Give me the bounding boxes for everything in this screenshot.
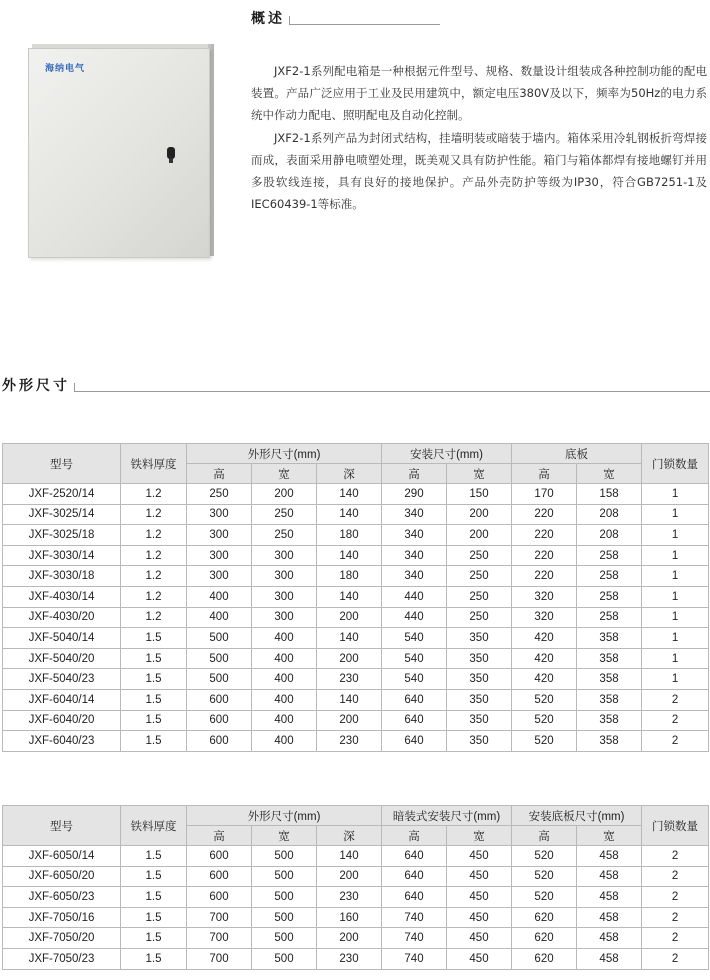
table-cell: 420 — [512, 669, 577, 690]
table-cell: 340 — [382, 525, 447, 546]
table-cell: JXF-6050/23 — [3, 887, 121, 908]
table-cell: 1.5 — [121, 887, 187, 908]
overview-paragraph-2: JXF2-1系列产品为封闭式结构，挂墙明装或暗装于墙内。箱体采用冷轧钢板折弯焊接而成，表面采用静电喷塑处理，既美观又具有防护性能。箱门与箱体都焊有接地螺钉并用多股软线连接，具有良好的接地保护。产品外壳防护等级为IP30，符合GB7251-1及IEC60439-1等标准。 — [251, 131, 707, 211]
table-cell: 520 — [512, 731, 577, 752]
table-cell: 600 — [187, 887, 252, 908]
header-outer-high: 高 — [187, 826, 252, 846]
table-cell: JXF-3025/18 — [3, 525, 121, 546]
table-cell: 1 — [642, 484, 709, 505]
table-cell: 400 — [252, 731, 317, 752]
header-outer-deep: 深 — [317, 826, 382, 846]
table-cell: 140 — [317, 846, 382, 867]
table-cell: 740 — [382, 948, 447, 969]
table-cell: 740 — [382, 928, 447, 949]
table-cell: 358 — [577, 710, 642, 731]
table-row — [3, 928, 709, 949]
table-cell: 500 — [252, 887, 317, 908]
header-model: 型号 — [3, 806, 121, 846]
table-row — [3, 607, 709, 628]
table-cell: 1 — [642, 607, 709, 628]
table-cell: JXF-3030/14 — [3, 545, 121, 566]
table-row — [3, 669, 709, 690]
table-cell: 2 — [642, 866, 709, 887]
table-cell: 220 — [512, 545, 577, 566]
table-cell: 350 — [447, 731, 512, 752]
table-cell: 300 — [252, 607, 317, 628]
table-cell: 230 — [317, 731, 382, 752]
table-cell: 640 — [382, 710, 447, 731]
table-cell: JXF-4030/20 — [3, 607, 121, 628]
table-cell: 140 — [317, 545, 382, 566]
table-cell: JXF-4030/14 — [3, 586, 121, 607]
table-row — [3, 710, 709, 731]
table-cell: 700 — [187, 928, 252, 949]
table-cell: 500 — [187, 669, 252, 690]
table-cell: 230 — [317, 948, 382, 969]
table-cell: JXF-2520/14 — [3, 484, 121, 505]
table-cell: 200 — [317, 710, 382, 731]
table-cell: 2 — [642, 907, 709, 928]
table-cell: 140 — [317, 484, 382, 505]
header-base-high: 高 — [512, 464, 577, 484]
table-cell: 350 — [447, 710, 512, 731]
table-cell: JXF-5040/23 — [3, 669, 121, 690]
table-cell: 300 — [187, 545, 252, 566]
dimensions-header — [2, 377, 710, 395]
header-install-wide: 宽 — [447, 826, 512, 846]
table-cell: 458 — [577, 846, 642, 867]
table-cell: 250 — [252, 525, 317, 546]
table-cell: 1 — [642, 525, 709, 546]
table-cell: 2 — [642, 887, 709, 908]
header-install-size: 安装尺寸(mm) — [382, 444, 512, 464]
header-install-high: 高 — [382, 826, 447, 846]
table-cell: 340 — [382, 504, 447, 525]
table-cell: 450 — [447, 948, 512, 969]
table-cell: 1 — [642, 545, 709, 566]
table-cell: 300 — [187, 504, 252, 525]
table-cell: 250 — [447, 607, 512, 628]
table-row — [3, 866, 709, 887]
table-cell: 540 — [382, 648, 447, 669]
table-cell: 208 — [577, 504, 642, 525]
table-cell: 600 — [187, 710, 252, 731]
overview-title-rule — [289, 16, 440, 25]
table-cell: 1.5 — [121, 907, 187, 928]
table-cell: 1 — [642, 566, 709, 587]
table-cell: 2 — [642, 689, 709, 710]
table-cell: 250 — [447, 566, 512, 587]
table-cell: 140 — [317, 689, 382, 710]
table-row — [3, 566, 709, 587]
table-cell: 500 — [187, 628, 252, 649]
table-cell: 700 — [187, 907, 252, 928]
table-cell: 258 — [577, 545, 642, 566]
table-cell: 2 — [642, 928, 709, 949]
table-cell: JXF-7050/16 — [3, 907, 121, 928]
table-cell: 600 — [187, 866, 252, 887]
table-cell: 300 — [187, 525, 252, 546]
overview-text — [251, 60, 707, 216]
table-cell: 2 — [642, 710, 709, 731]
table-cell: 1.5 — [121, 689, 187, 710]
table-cell: 1.5 — [121, 948, 187, 969]
table-cell: JXF-5040/20 — [3, 648, 121, 669]
table-cell: 620 — [512, 948, 577, 969]
table-cell: 520 — [512, 689, 577, 710]
table-cell: 458 — [577, 928, 642, 949]
table-cell: 458 — [577, 866, 642, 887]
table-cell: 2 — [642, 846, 709, 867]
table-cell: 500 — [252, 846, 317, 867]
table-cell: 250 — [447, 545, 512, 566]
table-cell: 350 — [447, 648, 512, 669]
table-cell: 500 — [252, 907, 317, 928]
table-cell: 440 — [382, 607, 447, 628]
table-cell: 300 — [252, 545, 317, 566]
table-cell: 1.5 — [121, 846, 187, 867]
table-cell: 1 — [642, 628, 709, 649]
table-cell: 520 — [512, 887, 577, 908]
table-cell: 320 — [512, 586, 577, 607]
table-row — [3, 586, 709, 607]
table-cell: JXF-7050/23 — [3, 948, 121, 969]
table-cell: 520 — [512, 866, 577, 887]
header-flush-install-size: 暗装式安装尺寸(mm) — [382, 806, 512, 826]
table-cell: 230 — [317, 887, 382, 908]
table-cell: 200 — [447, 504, 512, 525]
table-row — [3, 545, 709, 566]
table-cell: 1.5 — [121, 928, 187, 949]
header-outer-size: 外形尺寸(mm) — [187, 444, 382, 464]
table-cell: 400 — [252, 669, 317, 690]
table-cell: 200 — [317, 648, 382, 669]
table-cell: 290 — [382, 484, 447, 505]
overview-title: 概述 — [251, 11, 285, 27]
table-cell: 350 — [447, 628, 512, 649]
table-cell: JXF-7050/20 — [3, 928, 121, 949]
cabinet-door — [28, 48, 210, 258]
table-cell: 1 — [642, 648, 709, 669]
lock-icon — [167, 147, 175, 159]
table-cell: 1.5 — [121, 648, 187, 669]
table-cell: JXF-6040/23 — [3, 731, 121, 752]
table-cell: JXF-6050/20 — [3, 866, 121, 887]
table-cell: 1.2 — [121, 566, 187, 587]
table-cell: 420 — [512, 648, 577, 669]
table-cell: 140 — [317, 504, 382, 525]
table-cell: 1 — [642, 669, 709, 690]
table-cell: JXF-6040/14 — [3, 689, 121, 710]
table-cell: 340 — [382, 545, 447, 566]
header-thickness: 铁料厚度 — [121, 806, 187, 846]
overview-header — [251, 10, 440, 28]
table-cell: 1 — [642, 504, 709, 525]
dimensions-title-rule — [74, 383, 710, 392]
table-row — [3, 628, 709, 649]
header-outer-wide: 宽 — [252, 826, 317, 846]
header-lock-count: 门锁数量 — [642, 444, 709, 484]
table-cell: 450 — [447, 887, 512, 908]
table-cell: 140 — [317, 586, 382, 607]
header-lock-count: 门锁数量 — [642, 806, 709, 846]
table-cell: 1.5 — [121, 628, 187, 649]
table-cell: JXF-6050/14 — [3, 846, 121, 867]
header-install-high: 高 — [382, 464, 447, 484]
table-cell: 320 — [512, 607, 577, 628]
header-base-wide: 宽 — [577, 464, 642, 484]
table-cell: 150 — [447, 484, 512, 505]
table-cell: 600 — [187, 731, 252, 752]
table-cell: 250 — [447, 586, 512, 607]
table-cell: 620 — [512, 907, 577, 928]
table-cell: 300 — [252, 566, 317, 587]
table-cell: JXF-5040/14 — [3, 628, 121, 649]
table-cell: JXF-3030/18 — [3, 566, 121, 587]
table-cell: 358 — [577, 731, 642, 752]
table-row — [3, 846, 709, 867]
header-outer-high: 高 — [187, 464, 252, 484]
table-cell: 640 — [382, 887, 447, 908]
table-cell: 258 — [577, 586, 642, 607]
table-cell: 220 — [512, 525, 577, 546]
table-cell: 400 — [252, 648, 317, 669]
header-mounting-plate-size: 安装底板尺寸(mm) — [512, 806, 642, 826]
table-cell: 180 — [317, 525, 382, 546]
table-cell: 2 — [642, 948, 709, 969]
table-row — [3, 484, 709, 505]
table-cell: 1 — [642, 586, 709, 607]
table-cell: 200 — [317, 866, 382, 887]
table-cell: 220 — [512, 504, 577, 525]
table-cell: 350 — [447, 669, 512, 690]
table-cell: 230 — [317, 669, 382, 690]
table-cell: 640 — [382, 866, 447, 887]
table-cell: 300 — [187, 566, 252, 587]
table-row — [3, 887, 709, 908]
table-cell: 300 — [252, 586, 317, 607]
table-cell: 1.2 — [121, 607, 187, 628]
table-cell: 640 — [382, 846, 447, 867]
table-cell: 350 — [447, 689, 512, 710]
table-cell: 1.2 — [121, 484, 187, 505]
table-cell: 1.2 — [121, 545, 187, 566]
table-cell: 170 — [512, 484, 577, 505]
cabinet-brand-label: 海纳电气 — [45, 64, 86, 74]
overview-paragraph-1: JXF2-1系列配电箱是一种根据元件型号、规格、数量设计组装成各种控制功能的配电装置。产品广泛应用于工业及民用建筑中，额定电压380V及以下，频率为50Hz的电力系统中作动力配电、照明配电及自动化控制。 — [251, 64, 707, 122]
spec-table-2-body — [3, 846, 709, 970]
table-cell: 400 — [252, 710, 317, 731]
table-cell: 1.5 — [121, 731, 187, 752]
table-row — [3, 907, 709, 928]
table-cell: 1.2 — [121, 504, 187, 525]
header-base-plate: 底板 — [512, 444, 642, 464]
distribution-box-image — [28, 44, 214, 257]
table-cell: 2 — [642, 731, 709, 752]
table-cell: JXF-3025/14 — [3, 504, 121, 525]
table-cell: 440 — [382, 586, 447, 607]
table-row — [3, 689, 709, 710]
table-cell: 158 — [577, 484, 642, 505]
table-cell: 1.5 — [121, 866, 187, 887]
table-cell: 458 — [577, 948, 642, 969]
dimensions-title: 外形尺寸 — [2, 378, 70, 394]
table-cell: 400 — [187, 607, 252, 628]
table-cell: 250 — [187, 484, 252, 505]
table-cell: 358 — [577, 689, 642, 710]
table-cell: 520 — [512, 846, 577, 867]
header-thickness: 铁料厚度 — [121, 444, 187, 484]
table-cell: 600 — [187, 846, 252, 867]
table-cell: 640 — [382, 731, 447, 752]
table-cell: 220 — [512, 566, 577, 587]
table-cell: 500 — [187, 648, 252, 669]
spec-table-2 — [2, 805, 709, 970]
table-cell: 1.5 — [121, 710, 187, 731]
table-row — [3, 525, 709, 546]
table-cell: 180 — [317, 566, 382, 587]
table-cell: 358 — [577, 669, 642, 690]
header-outer-wide: 宽 — [252, 464, 317, 484]
table-cell: 450 — [447, 866, 512, 887]
table-cell: 258 — [577, 566, 642, 587]
table-cell: 458 — [577, 907, 642, 928]
table-cell: 400 — [252, 628, 317, 649]
table-cell: 160 — [317, 907, 382, 928]
header-install-wide: 宽 — [447, 464, 512, 484]
table-cell: 340 — [382, 566, 447, 587]
table-cell: 200 — [317, 928, 382, 949]
table-cell: 200 — [447, 525, 512, 546]
table-cell: 258 — [577, 607, 642, 628]
table-cell: 358 — [577, 628, 642, 649]
table-cell: 450 — [447, 907, 512, 928]
table-cell: 700 — [187, 948, 252, 969]
table-cell: 420 — [512, 628, 577, 649]
table-cell: 200 — [252, 484, 317, 505]
table-cell: 450 — [447, 846, 512, 867]
table-cell: 500 — [252, 948, 317, 969]
header-plate-wide: 宽 — [577, 826, 642, 846]
table-cell: 358 — [577, 648, 642, 669]
table-cell: 540 — [382, 628, 447, 649]
table-cell: 740 — [382, 907, 447, 928]
table-cell: 520 — [512, 710, 577, 731]
table-row — [3, 504, 709, 525]
table-cell: 140 — [317, 628, 382, 649]
table-cell: 400 — [187, 586, 252, 607]
header-outer-deep: 深 — [317, 464, 382, 484]
table-cell: 500 — [252, 928, 317, 949]
table-cell: 400 — [252, 689, 317, 710]
table-cell: 600 — [187, 689, 252, 710]
table-cell: 620 — [512, 928, 577, 949]
table-cell: 250 — [252, 504, 317, 525]
table-cell: 1.2 — [121, 586, 187, 607]
table-cell: 500 — [252, 866, 317, 887]
spec-table-1-body — [3, 484, 709, 752]
header-plate-high: 高 — [512, 826, 577, 846]
table-cell: 450 — [447, 928, 512, 949]
table-cell: 208 — [577, 525, 642, 546]
table-cell: 458 — [577, 887, 642, 908]
header-model: 型号 — [3, 444, 121, 484]
table-cell: 1.5 — [121, 669, 187, 690]
table-cell: 200 — [317, 607, 382, 628]
table-row — [3, 648, 709, 669]
header-outer-size: 外形尺寸(mm) — [187, 806, 382, 826]
table-row — [3, 948, 709, 969]
table-row — [3, 731, 709, 752]
spec-table-1 — [2, 443, 709, 752]
table-cell: 640 — [382, 689, 447, 710]
table-cell: JXF-6040/20 — [3, 710, 121, 731]
table-cell: 1.2 — [121, 525, 187, 546]
table-cell: 540 — [382, 669, 447, 690]
